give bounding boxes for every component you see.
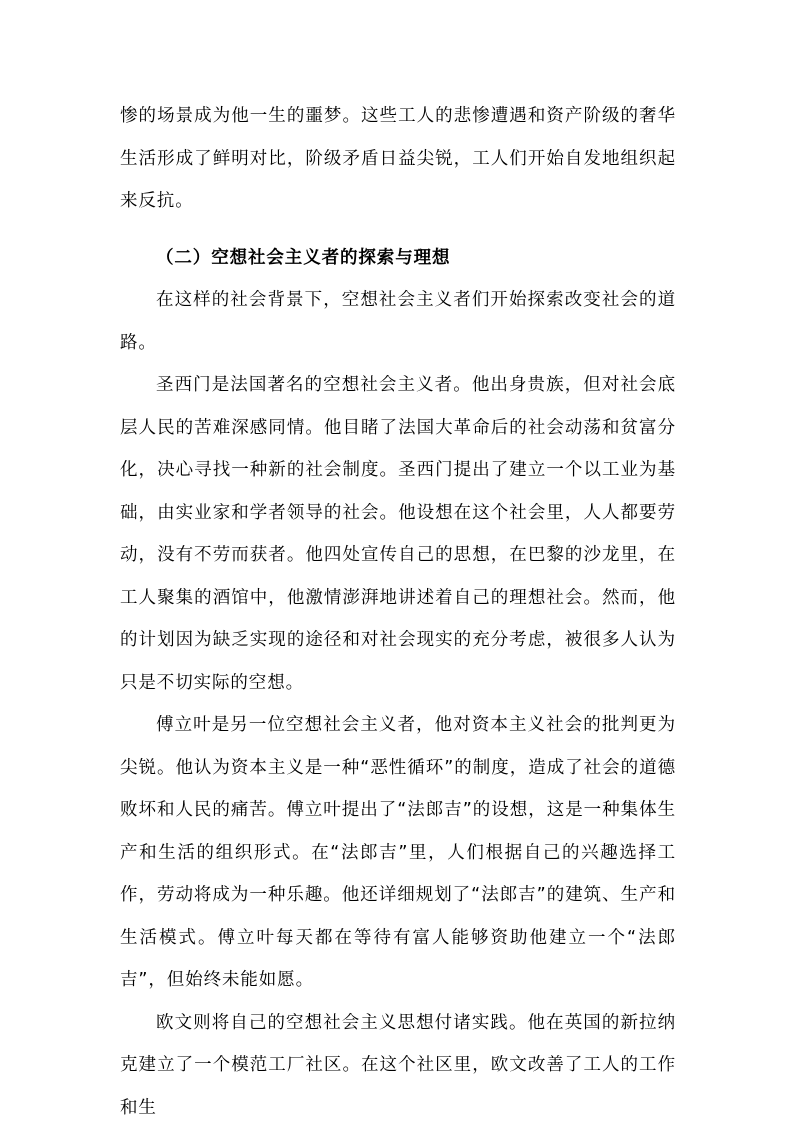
paragraph-intro: 在这样的社会背景下，空想社会主义者们开始探索改变社会的道路。 xyxy=(120,279,676,364)
paragraph-owen: 欧文则将自己的空想社会主义思想付诸实践。他在英国的新拉纳克建立了一个模范工厂社区。在这个社区里，欧文改善了工人的工作和生 xyxy=(120,1002,676,1129)
section-heading: （二）空想社会主义者的探索与理想 xyxy=(120,237,676,280)
paragraph-saint-simon: 圣西门是法国著名的空想社会主义者。他出身贵族，但对社会底层人民的苦难深感同情。他目睹了法国大革命后的社会动荡和贫富分化，决心寻找一种新的社会制度。圣西门提出了建立一个以工业为基础，由实业家和学者领导的社会。他设想在这个社会里，人人都要劳动，没有不劳而获者。他四处宣传自己的思想，在巴黎的沙龙里，在工人聚集的酒馆中，他激情澎湃地讲述着自己的理想社会。然而，他的计划因为缺乏实现的途径和对社会现实的充分考虑，被很多人认为只是不切实际的空想。 xyxy=(120,364,676,704)
document-body xyxy=(120,95,676,1129)
paragraph-fourier: 傅立叶是另一位空想社会主义者，他对资本主义社会的批判更为尖锐。他认为资本主义是一种“恶性循环”的制度，造成了社会的道德败坏和人民的痛苦。傅立叶提出了“法郎吉”的设想，这是一种集体生产和生活的组织形式。在“法郎吉”里，人们根据自己的兴趣选择工作，劳动将成为一种乐趣。他还详细规划了“法郎吉”的建筑、生产和生活模式。傅立叶每天都在等待有富人能够资助他建立一个“法郎吉”，但始终未能如愿。 xyxy=(120,704,676,1002)
paragraph-continuation: 惨的场景成为他一生的噩梦。这些工人的悲惨遭遇和资产阶级的奢华生活形成了鲜明对比，阶级矛盾日益尖锐，工人们开始自发地组织起来反抗。 xyxy=(120,95,676,223)
